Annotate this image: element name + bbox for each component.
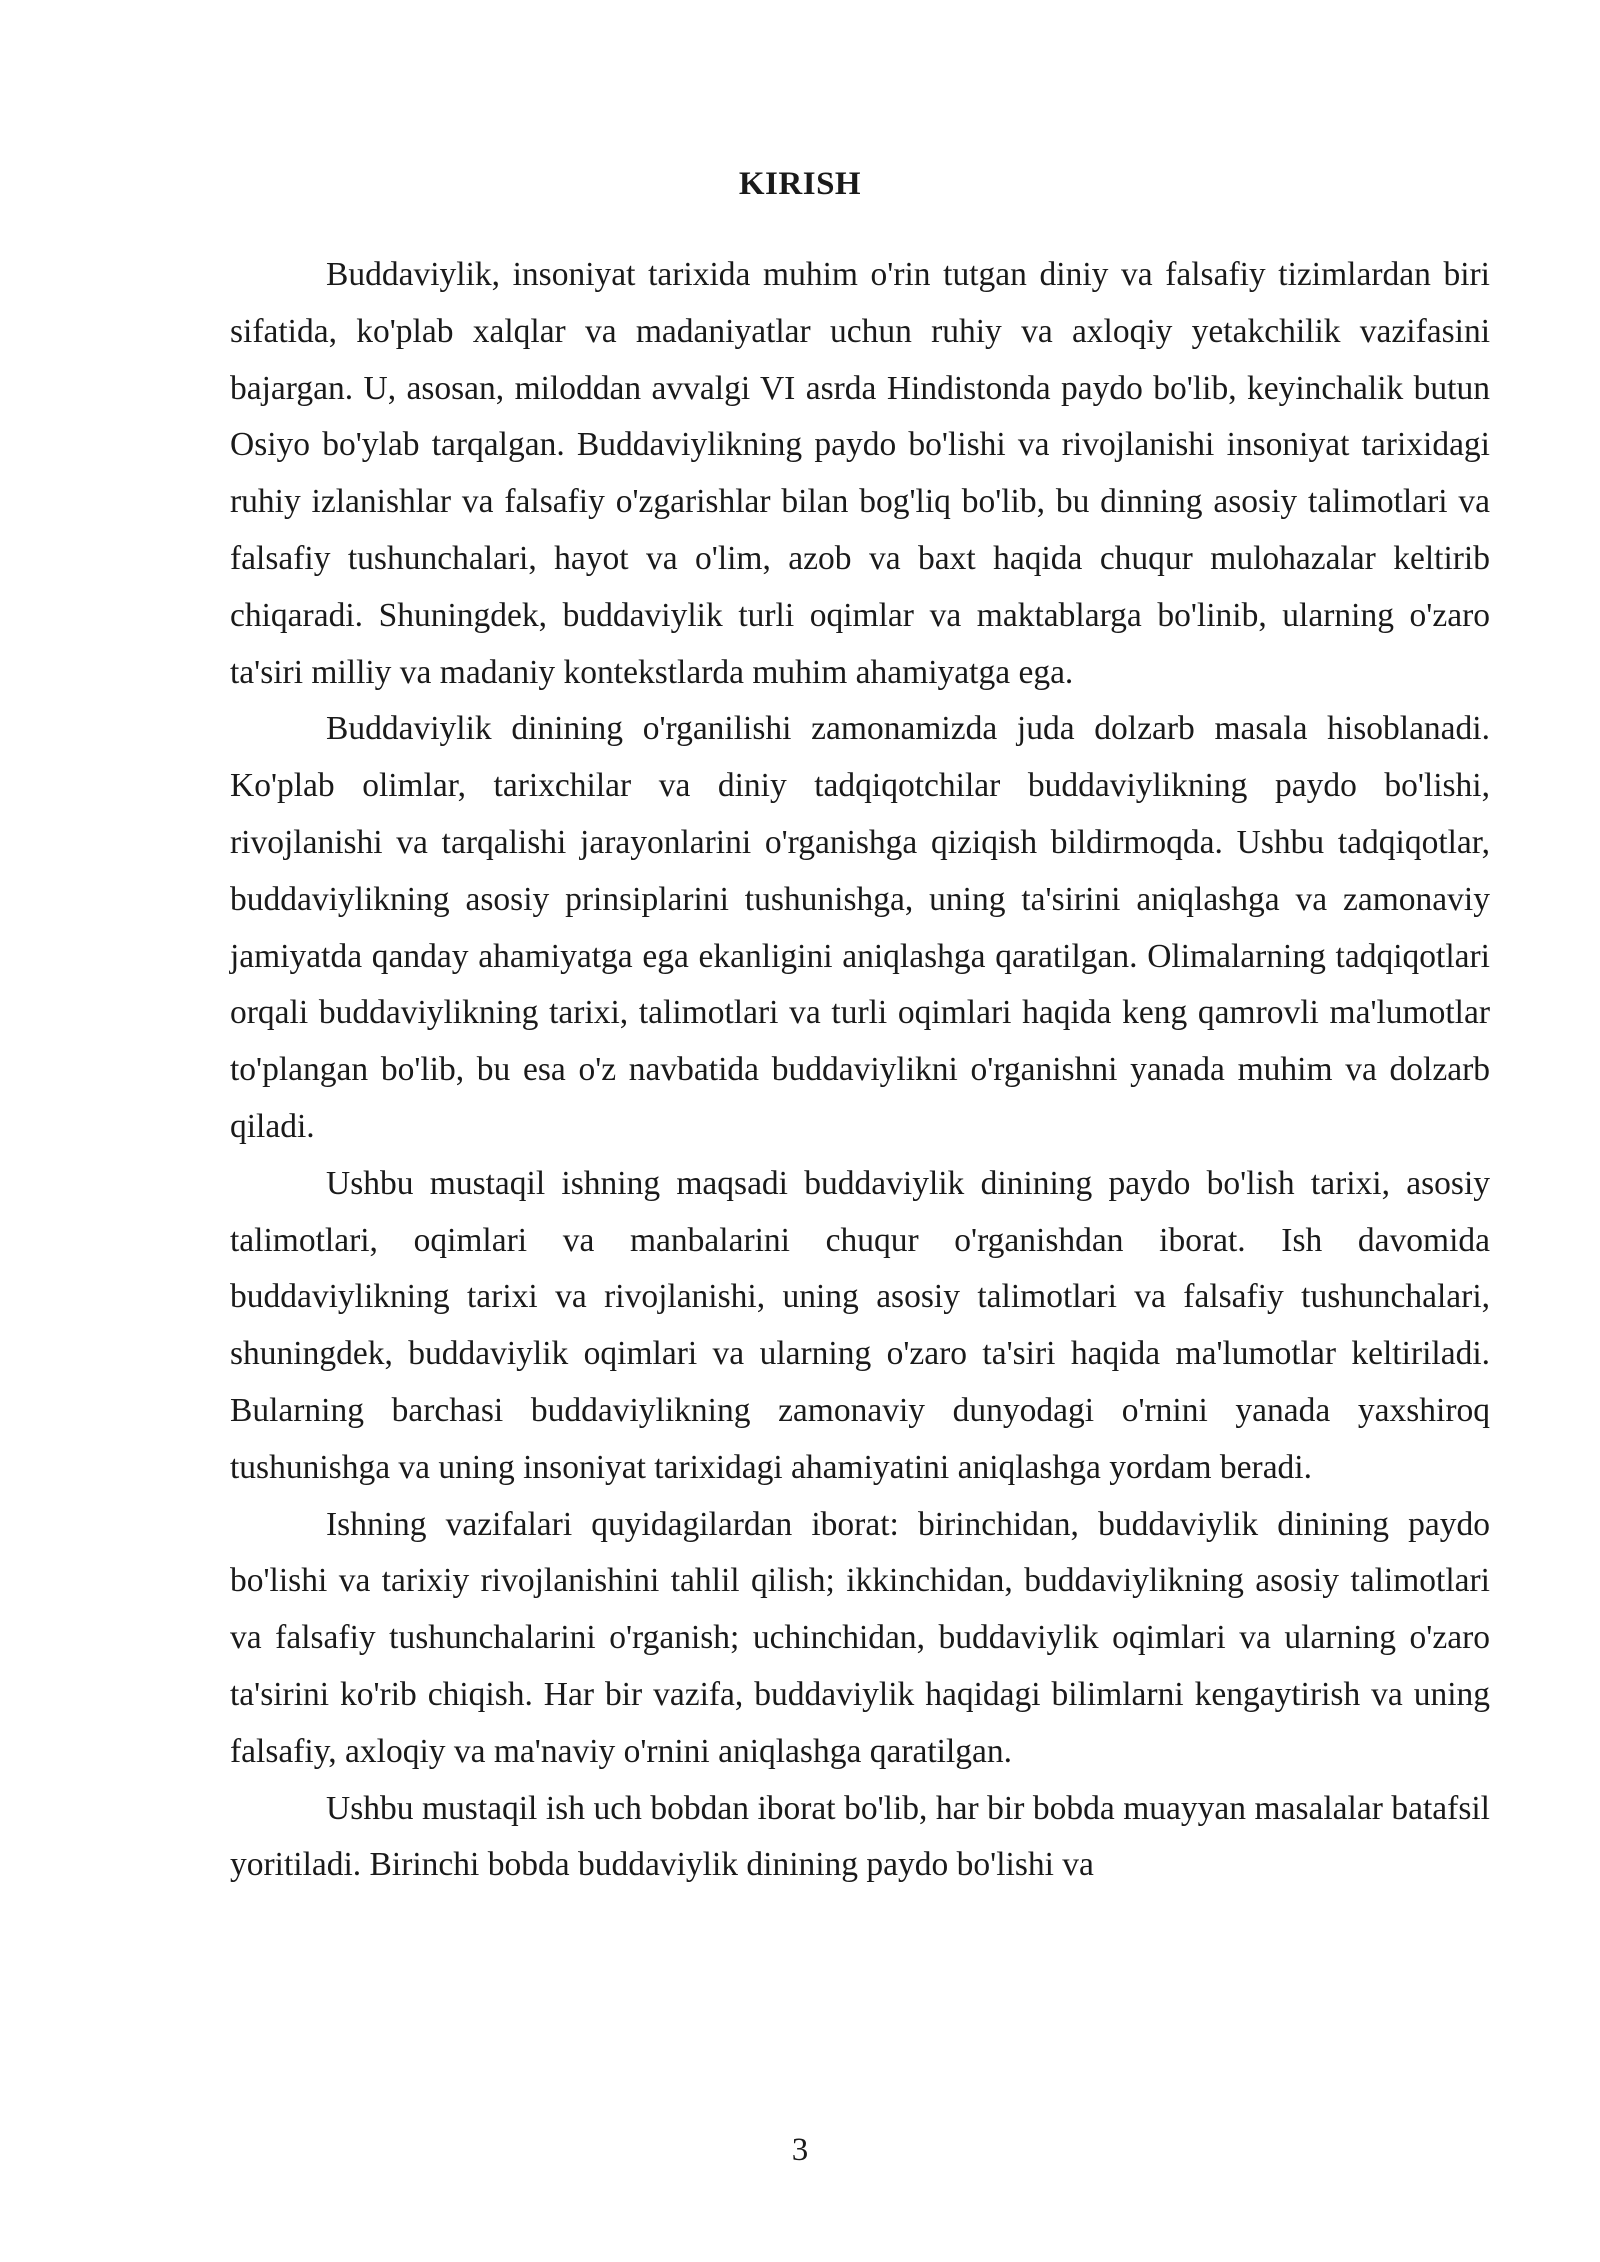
paragraph-1: Buddaviylik, insoniyat tarixida muhim o'rin tutgan diniy va falsafiy tizimlardan biri sifatida, ko'plab xalqlar va madaniyatlar uchun ruhiy va axloqiy yetakchilik vazifasini bajargan. U, asosan, miloddan avvalgi VI asrda Hindistonda paydo bo'lib, keyinchalik butun Osiyo bo'ylab tarqalgan. Buddaviylikning paydo bo'lishi va rivojlanishi insoniyat tarixidagi ruhiy izlanishlar va falsafiy o'zgarishlar bilan bog'liq bo'lib, bu dinning asosiy talimotlari va falsafiy tushunchalari, hayot va o'lim, azob va baxt haqida chuqur mulohazalar keltirib chiqaradi. Shuningdek, buddaviylik turli oqimlar va maktablarga bo'linib, ularning o'zaro ta'siri milliy va madaniy kontekstlarda muhim ahamiyatga ega. <box>230 256 1490 691</box>
paragraph-4: Ishning vazifalari quyidagilardan iborat: birinchidan, buddaviylik dinining paydo bo'lishi va tarixiy rivojlanishini tahlil qilish; ikkinchidan, buddaviylikning asosiy talimotlari va falsafiy tushunchalarini o'rganish; uchinchidan, buddaviylik oqimlari va ularning o'zaro ta'sirini ko'rib chiqish. Har bir vazifa, buddaviylik haqidagi bilimlarni kengaytirish va uning falsafiy, axloqiy va ma'naviy o'rnini aniqlashga qaratilgan. <box>230 1505 1490 1770</box>
paragraph-2: Buddaviylik dinining o'rganilishi zamonamizda juda dolzarb masala hisoblanadi. Ko'plab olimlar, tarixchilar va diniy tadqiqotchilar buddaviylikning paydo bo'lishi, rivojlanishi va tarqalishi jarayonlarini o'rganishga qiziqish bildirmoqda. Ushbu tadqiqotlar, buddaviylikning asosiy prinsiplarini tushunishga, uning ta'sirini aniqlashga va zamonaviy jamiyatda qanday ahamiyatga ega ekanligini aniqlashga qaratilgan. Olimalarning tadqiqotlari orqali buddaviylikning tarixi, talimotlari va turli oqimlari haqida keng qamrovli ma'lumotlar to'plangan bo'lib, bu esa o'z navbatida buddaviylikni o'rganishni yanada muhim va dolzarb qiladi. <box>230 710 1490 1145</box>
body-text <box>230 247 1490 1894</box>
page-number: 3 <box>791 2132 809 2168</box>
paragraph-3: Ushbu mustaqil ishning maqsadi buddaviylik dinining paydo bo'lish tarixi, asosiy talimotlari, oqimlari va manbalarini chuqur o'rganishdan iborat. Ish davomida buddaviylikning tarixi va rivojlanishi, uning asosiy talimotlari va falsafiy tushunchalari, shuningdek, buddaviylik oqimlari va ularning o'zaro ta'siri haqida ma'lumotlar keltiriladi. Bularning barchasi buddaviylikning zamonaviy dunyodagi o'rnini yanada yaxshiroq tushunishga va uning insoniyat tarixidagi ahamiyatini aniqlashga yordam beradi. <box>230 1164 1490 1486</box>
page-title: KIRISH <box>738 166 862 202</box>
paragraph-5: Ushbu mustaqil ish uch bobdan iborat bo'lib, har bir bobda muayyan masalalar batafsil yoritiladi. Birinchi bobda buddaviylik dinining paydo bo'lishi va <box>230 1789 1490 1884</box>
